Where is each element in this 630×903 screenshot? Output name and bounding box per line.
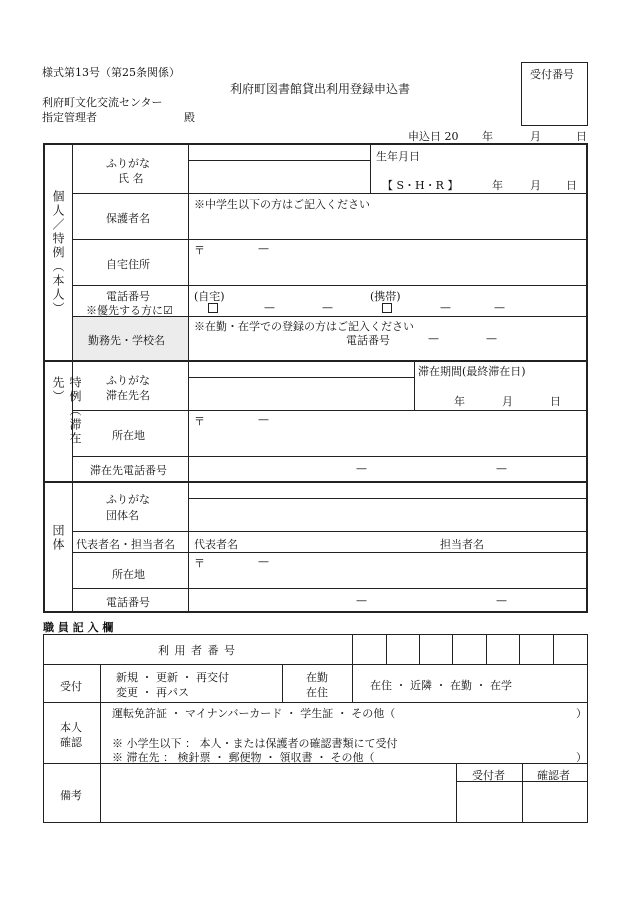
- birthdate-label: 生年月日: [376, 150, 420, 163]
- stay-phone-dash2: —: [496, 462, 507, 475]
- identity-label-2: 確認: [60, 736, 82, 749]
- receipt-number-label: 受付番号: [530, 68, 574, 81]
- home-postal-mark: 〒: [194, 244, 205, 257]
- home-phone-dash2: —: [322, 301, 333, 314]
- addressee-line2: 指定管理者: [42, 111, 97, 124]
- stay-year: 年: [454, 395, 465, 408]
- addressee-suffix: 殿: [184, 111, 195, 124]
- stay-period-label: 滞在期間(最終滞在日): [418, 365, 526, 378]
- priority-label: ※優先する方に☑: [86, 304, 173, 317]
- personal-furigana-label: ふりがな: [106, 157, 150, 170]
- work-school-note: ※在勤・在学での登録の方はご記入ください: [194, 320, 414, 333]
- home-postal-dash: —: [258, 242, 269, 255]
- mobile-priority-checkbox[interactable]: [382, 301, 392, 314]
- mobile-phone-dash2: —: [494, 301, 505, 314]
- remarks-field[interactable]: [100, 763, 456, 823]
- era-options[interactable]: 【 S・H・R 】: [382, 179, 459, 192]
- mobile-phone-label: (携帯): [370, 290, 401, 303]
- group-section-label: 団体: [51, 524, 65, 552]
- home-address-label: 自宅住所: [106, 258, 150, 271]
- residence-options[interactable]: 在住 ・ 近隣 ・ 在勤 ・ 在学: [370, 679, 512, 692]
- staff-section-title: 職 員 記 入 欄: [43, 621, 114, 634]
- apply-day: 日: [576, 130, 587, 143]
- identity-label-1: 本人: [60, 721, 82, 734]
- form-title: 利府町図書館貸出利用登録申込書: [230, 82, 411, 96]
- contact-person-field[interactable]: 担当者名: [440, 538, 484, 551]
- group-location-label: 所在地: [112, 568, 145, 581]
- addressee-line1: 利府町文化交流センター: [42, 96, 163, 109]
- group-furigana-label: ふりがな: [106, 493, 150, 506]
- phone-label: 電話番号: [106, 290, 150, 303]
- representative-field[interactable]: 代表者名: [194, 538, 238, 551]
- work-phone-dash1: —: [428, 332, 439, 345]
- identity-paren-close: ）: [576, 707, 587, 720]
- guardian-label: 保護者名: [106, 212, 150, 225]
- home-phone-label: (自宅): [194, 290, 225, 303]
- stay-postal-mark: 〒: [194, 415, 205, 428]
- identity-note-paren-close: ）: [576, 751, 587, 764]
- verifier-stamp-field[interactable]: [522, 781, 588, 823]
- special-section-label: 特例（滞在先）: [51, 376, 82, 446]
- group-postal-mark: 〒: [194, 557, 205, 570]
- identity-note-stay[interactable]: ※ 滞在先 ： 検針票 ・ 郵便物 ・ 領収書 ・ その他（: [112, 751, 375, 764]
- stay-phone-dash1: —: [356, 462, 367, 475]
- stay-name-label: 滞在先名: [106, 389, 150, 402]
- group-phone-label: 電話番号: [106, 596, 150, 609]
- user-number-field[interactable]: [352, 634, 588, 664]
- identity-note-child: ※ 小学生以下 ： 本人・または保護者の確認書類にて受付: [112, 737, 398, 750]
- birth-year: 年: [492, 179, 503, 192]
- stay-phone-label: 滞在先電話番号: [90, 464, 167, 477]
- stay-day: 日: [550, 395, 561, 408]
- reception-types-line2[interactable]: 変更 ・ 再パス: [116, 686, 189, 699]
- form-number: 様式第13号（第25条関係）: [42, 66, 180, 79]
- personal-section-label: 個人／特例（本人）: [51, 190, 65, 316]
- work-phone-dash2: —: [486, 332, 497, 345]
- group-postal-dash: —: [258, 555, 269, 568]
- stay-postal-dash: —: [258, 413, 269, 426]
- verifier-label: 確認者: [537, 769, 570, 782]
- name-field[interactable]: [188, 160, 370, 193]
- personal-name-label: 氏 名: [118, 172, 144, 185]
- reception-label: 受付: [60, 680, 82, 693]
- home-phone-dash1: —: [264, 301, 275, 314]
- work-status-line2: 在住: [306, 686, 328, 699]
- group-name-label: 団体名: [106, 509, 139, 522]
- remarks-label: 備考: [60, 789, 82, 802]
- apply-year: 年: [482, 130, 493, 143]
- user-number-label: 利 用 者 番 号: [158, 644, 236, 657]
- home-priority-checkbox[interactable]: [208, 301, 218, 314]
- guardian-note: ※中学生以下の方はご記入ください: [194, 198, 370, 211]
- stay-location-label: 所在地: [112, 429, 145, 442]
- group-phone-dash2: —: [496, 594, 507, 607]
- birth-month: 月: [530, 179, 541, 192]
- work-school-label: 勤務先・学校名: [88, 334, 165, 347]
- mobile-phone-dash1: —: [440, 301, 451, 314]
- receiver-stamp-field[interactable]: [456, 781, 522, 823]
- birth-day: 日: [566, 179, 577, 192]
- rep-contact-label: 代表者名・担当者名: [76, 538, 175, 551]
- receiver-label: 受付者: [472, 769, 505, 782]
- identity-documents[interactable]: 運転免許証 ・ マイナンバーカード ・ 学生証 ・ その他（: [112, 707, 396, 720]
- reception-types-line1[interactable]: 新規 ・ 更新 ・ 再交付: [116, 671, 229, 684]
- stay-month: 月: [502, 395, 513, 408]
- work-phone-label: 電話番号: [346, 334, 390, 347]
- work-status-line1: 在勤: [306, 671, 328, 684]
- apply-date-label: 申込日 20: [408, 130, 459, 143]
- apply-month: 月: [530, 130, 541, 143]
- stay-furigana-label: ふりがな: [106, 374, 150, 387]
- group-phone-dash1: —: [356, 594, 367, 607]
